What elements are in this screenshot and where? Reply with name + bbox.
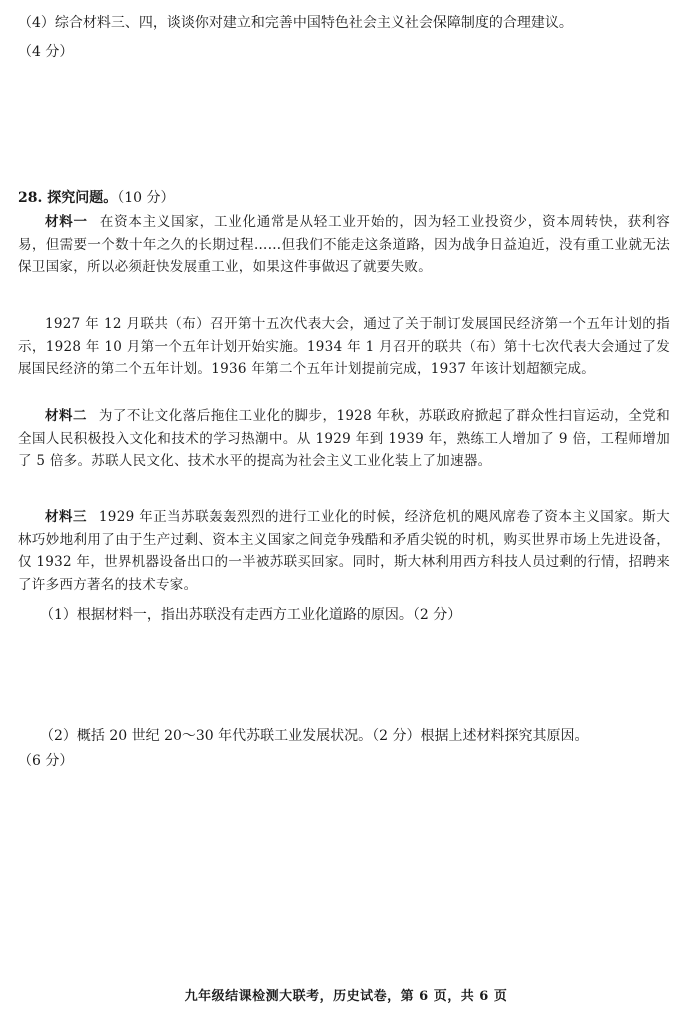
question-4-score: （4 分）	[18, 44, 74, 60]
material-2-tag: 材料二	[45, 408, 87, 424]
material-3-paragraph	[18, 506, 670, 596]
material-1-tag: 材料一	[45, 214, 88, 230]
material-3-text: 1929 年正当苏联轰轰烈烈的进行工业化的时候，经济危机的飓风席卷了资本主义国家。斯大林巧妙地利用了由于生产过剩、资本主义国家之间竞争残酷和矛盾尖锐的时机，购买世界市场上先进设备，仅 1932 年，世界机器设备出口的一半被苏联买回家。同时，斯大林利用西方科技人员过剩的行情，招聘来了许多西方著名的技术专家。	[18, 509, 670, 593]
sub-question-1: （1）根据材料一，指出苏联没有走西方工业化道路的原因。（2 分）	[40, 607, 462, 623]
page-footer: 九年级结课检测大联考，历史试卷，第 6 页，共 6 页	[184, 989, 508, 1004]
material-1-paragraph-1	[18, 211, 670, 279]
sub-question-2-score: （6 分）	[18, 753, 74, 769]
question-28-label: 28. 探究问题。	[18, 190, 118, 206]
question-4-text: （4）综合材料三、四，谈谈你对建立和完善中国特色社会主义社会保障制度的合理建议。	[18, 15, 573, 31]
question-28-title	[18, 188, 175, 208]
sub-question-2: （2）概括 20 世纪 20～30 年代苏联工业发展状况。（2 分）根据上述材料探究其原因。	[40, 728, 589, 744]
material-1-text: 在资本主义国家，工业化通常是从轻工业开始的，因为轻工业投资少，资本周转快，获利容易，但需要一个数十年之久的长期过程……但我们不能走这条道路，因为战争日益迫近，没有重工业就无法保卫国家，所以必须赶快发展重工业，如果这件事做迟了就要失败。	[18, 214, 671, 276]
question-28-score: （10 分）	[117, 190, 175, 206]
material-2-text: 为了不让文化落后拖住工业化的脚步，1928 年秋，苏联政府掀起了群众性扫盲运动，全党和全国人民积极投入文化和技术的学习热潮中。从 1929 年到 1939 年，熟练工人增加了 9 倍，工程师增加了 5 倍多。苏联人民文化、技术水平的提高为社会主义工业化装上了加速器。	[18, 408, 670, 470]
material-2-paragraph	[18, 405, 670, 473]
material-1-paragraph-2: 1927 年 12 月联共（布）召开第十五次代表大会，通过了关于制订发展国民经济第一个五年计划的指示，1928 年 10 月第一个五年计划开始实施。1934 年 1 月召开的联共（布）第十七次代表大会通过了发展国民经济的第二个五年计划。1936 年第二个五年计划提前完成，1937 年该计划超额完成。	[18, 316, 670, 378]
material-3-tag: 材料三	[45, 509, 87, 525]
